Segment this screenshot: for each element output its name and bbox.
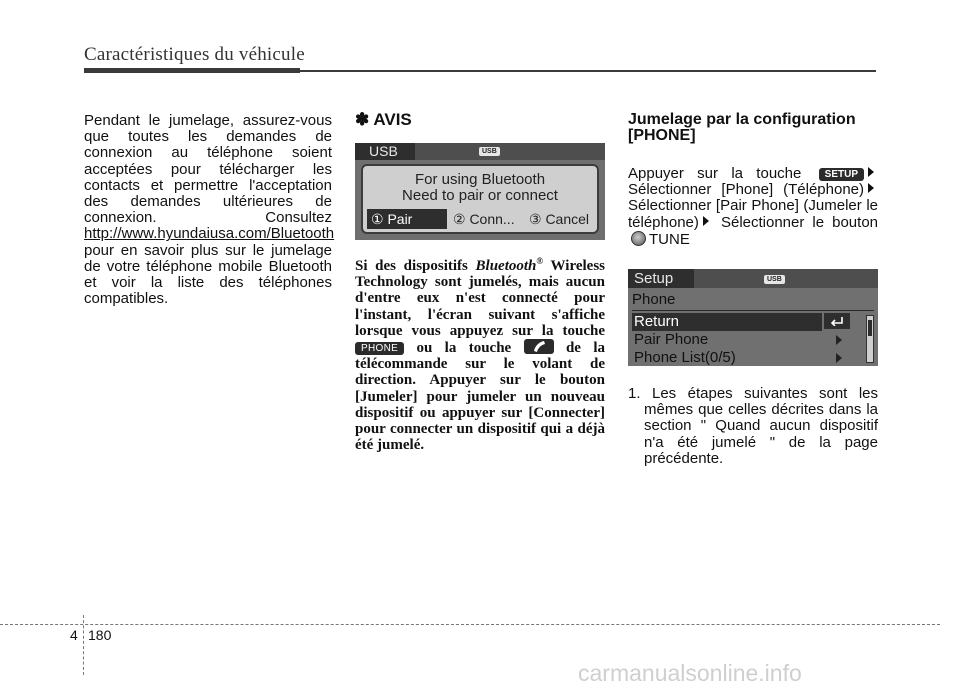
jumelage-section (628, 112, 878, 248)
phone-list-row[interactable]: Phone List(0/5) (632, 349, 850, 366)
usb-badge-icon: USB (479, 147, 500, 156)
chapter-number: 4 (70, 627, 78, 643)
popup-message (363, 172, 597, 204)
footer-rule (0, 624, 940, 625)
watermark: carmanualsonline.info (578, 660, 802, 686)
scrollbar-thumb[interactable] (868, 320, 872, 336)
cancel-option[interactable]: ③ Cancel (529, 211, 590, 227)
avis-section (355, 112, 605, 137)
page-header-title: Caractéristiques du véhicule (84, 44, 305, 65)
arrow-right-icon (836, 353, 842, 363)
phone-heading: Phone (632, 291, 676, 308)
jumelage-title: Jumelage par la configuration [PHONE] (628, 111, 856, 144)
screen-tab-setup: Setup (628, 269, 694, 288)
footer-divider (83, 615, 84, 675)
arrow-right-icon (868, 183, 874, 193)
bluetooth-connect-screen (355, 143, 605, 240)
avis-paragraph: Si des dispositifs Bluetooth® Wireless Technology sont jumelés, mais aucun d'entre eux n'est connecté pour l'instant, l'écran suivant s'affiche lorsque vous appuyez sur la touche PHONE ou la touche de la télécommande sur le volant de direction. Appuyer sur le bouton [Jumeler] pour jumeler un nouveau dispositif ou appuyer sur [Connecter] pour connecter un dispositif qui a déjà été jumelé. (355, 256, 605, 454)
avis-title: ✽ AVIS (355, 110, 412, 129)
arrow-right-icon (836, 335, 842, 345)
popup-line-1: For using Bluetooth (414, 171, 546, 188)
phone-key-icon: PHONE (355, 342, 404, 355)
intro-text-end: pour en savoir plus sur le jumelage de votre téléphone mobile Bluetooth et voir la liste des téléphones compatibles. (84, 241, 332, 308)
bluetooth-link[interactable]: http://www.hyundaiusa.com/Bluetooth (84, 225, 335, 243)
intro-paragraph (84, 112, 335, 308)
bluetooth-word: Bluetooth (475, 258, 537, 274)
heading-divider (632, 310, 874, 311)
jumelage-note (628, 378, 878, 467)
intro-text: Pendant le jumelage, assurez-vous que toutes les demandes de connexion au téléphone soient acceptées pour télécharger les contacts et permettre l'acceptation des demandes ultérieures de connexion. Consultez (84, 112, 332, 227)
bluetooth-popup (361, 164, 599, 234)
popup-options (367, 209, 597, 229)
popup-line-2: Need to pair or connect (402, 187, 558, 204)
connect-option[interactable]: ② Conn... (453, 211, 515, 227)
header-rule-thin (300, 70, 876, 72)
phone-setup-screen (628, 269, 878, 366)
pair-option[interactable]: ① Pair (367, 209, 447, 229)
screen-tab-usb: USB (355, 143, 415, 160)
page-number: 180 (88, 627, 112, 643)
step-item: 1. Les étapes suivantes sont les mêmes que celles décrites dans la section " Quand aucun dispositif n'a été jumelé " de la page précédente. (628, 385, 878, 467)
arrow-right-icon (703, 216, 709, 226)
arrow-right-icon (868, 167, 874, 177)
header-rule-thick (84, 68, 300, 73)
usb-badge-icon: USB (764, 275, 785, 284)
setup-key-icon: SETUP (819, 168, 864, 181)
jumelage-steps: Appuyer sur la touche SETUP Sélectionner [Phone] (Téléphone) Sélectionner [Pair Phone] (Jumeler le téléphone) Sélectionner le bouton TUNE (628, 165, 879, 248)
tune-knob-icon (631, 231, 646, 246)
scrollbar[interactable] (866, 315, 874, 363)
pair-phone-row[interactable]: Pair Phone (632, 331, 850, 349)
avis-body (355, 253, 605, 453)
call-key-icon (524, 339, 554, 354)
return-row[interactable]: Return (632, 313, 822, 331)
back-arrow-icon[interactable] (824, 313, 850, 329)
